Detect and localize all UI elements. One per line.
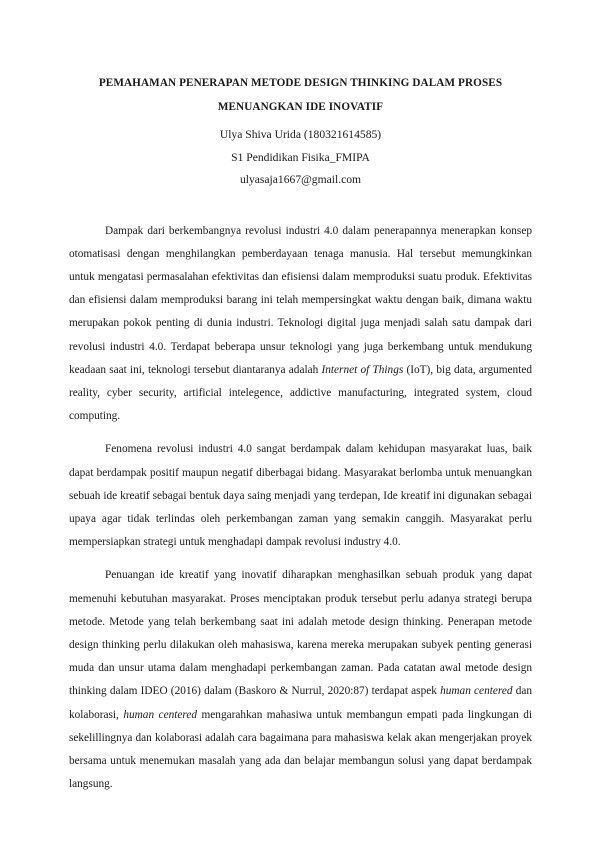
- paragraph-1-text-a: Dampak dari berkembangnya revolusi industri 4.0 dalam penerapannya menerapkan konsep otomatisasi dengan menghilangkan pemberdayaan tenaga manusia. Hal tersebut memungkinkan untuk mengatasi permasalahan efektivitas dan efisiensi dalam memproduksi suatu produk. Efektivitas dan efisiensi dalam memproduksi barang ini telah mempersingkat waktu dengan baik, dimana waktu merupakan pokok penting di dunia industri. Teknologi digital juga menjadi salah satu dampak dari revolusi industri 4.0. Terdapat beberapa unsur teknologi yang juga berkembang untuk mendukung keadaan saat ini, teknologi tersebut diantaranya adalah: [69, 224, 532, 376]
- paragraph-1: [69, 220, 532, 429]
- document-title: [69, 71, 532, 119]
- paragraph-3-italic-2: human centered: [123, 708, 198, 721]
- paragraph-2: Fenomena revolusi industri 4.0 sangat berdampak dalam kehidupan masyarakat luas, baik dapat berdampak positif maupun negatif diberbagai bidang. Masyarakat berlomba untuk menuangkan sebuah ide kreatif sebagai bentuk daya saing menjadi yang terdepan, Ide kreatif ini digunakan sebagai upaya agar tidak terlindas oleh perkembangan zaman yang semakin canggih. Masyarakat perlu mempersiapkan strategi untuk menghadapi dampak revolusi industry 4.0.: [69, 443, 532, 549]
- paragraph-3-text-a: Penuangan ide kreatif yang inovatif diharapkan menghasilkan sebuah produk yang dapat memenuhi kebutuhan masyarakat. Proses menciptakan produk tersebut perlu adanya strategi berupa metode. Metode yang telah berkembang saat ini adalah metode design thinking. Penerapan metode design thinking perlu dilakukan oleh mahasiswa, karena mereka merupakan subyek penting generasi muda dan unsur utama dalam menghadapi perkembangan zaman. Pada catatan awal metode design thinking dalam IDEO (2016) dalam (Baskoro & Nurrul, 2020:87) terdapat aspek: [69, 569, 532, 698]
- paragraph-3-text-b: dan kolaborasi,: [69, 685, 533, 721]
- paragraph-1-text-b: (IoT), big data, argumented reality, cyber security, artificial intelegence, addictive manufacturing, integrated system, cloud computing.: [69, 363, 532, 423]
- author-affiliation: S1 Pendidikan Fisika_FMIPA: [231, 150, 370, 164]
- paragraph-3-text-c: mengarahkan mahasiwa untuk membangun empati pada lingkungan di sekelillingnya dan kolaborasi adalah cara bagaimana para mahasiswa kelak akan mengerjakan proyek bersama untuk menemukan masalah yang ada dan belajar membangun solusi yang dapat berdampak langsung.: [69, 708, 532, 791]
- paragraph-1-italic-iot: Internet of Things: [321, 363, 404, 376]
- paragraph-3-italic-1: human centered: [440, 685, 513, 698]
- author-name: Ulya Shiva Urida (180321614585): [219, 128, 382, 141]
- document-page: [0, 71, 600, 847]
- title-line-1: PEMAHAMAN PENERAPAN METODE DESIGN THINKING DALAM PROSES: [98, 77, 503, 89]
- title-line-2: MENUANGKAN IDE INOVATIF: [217, 101, 384, 113]
- author-block: [69, 124, 532, 192]
- author-email: ulyasaja1667@gmail.com: [239, 173, 362, 186]
- paragraph-3: [69, 564, 532, 796]
